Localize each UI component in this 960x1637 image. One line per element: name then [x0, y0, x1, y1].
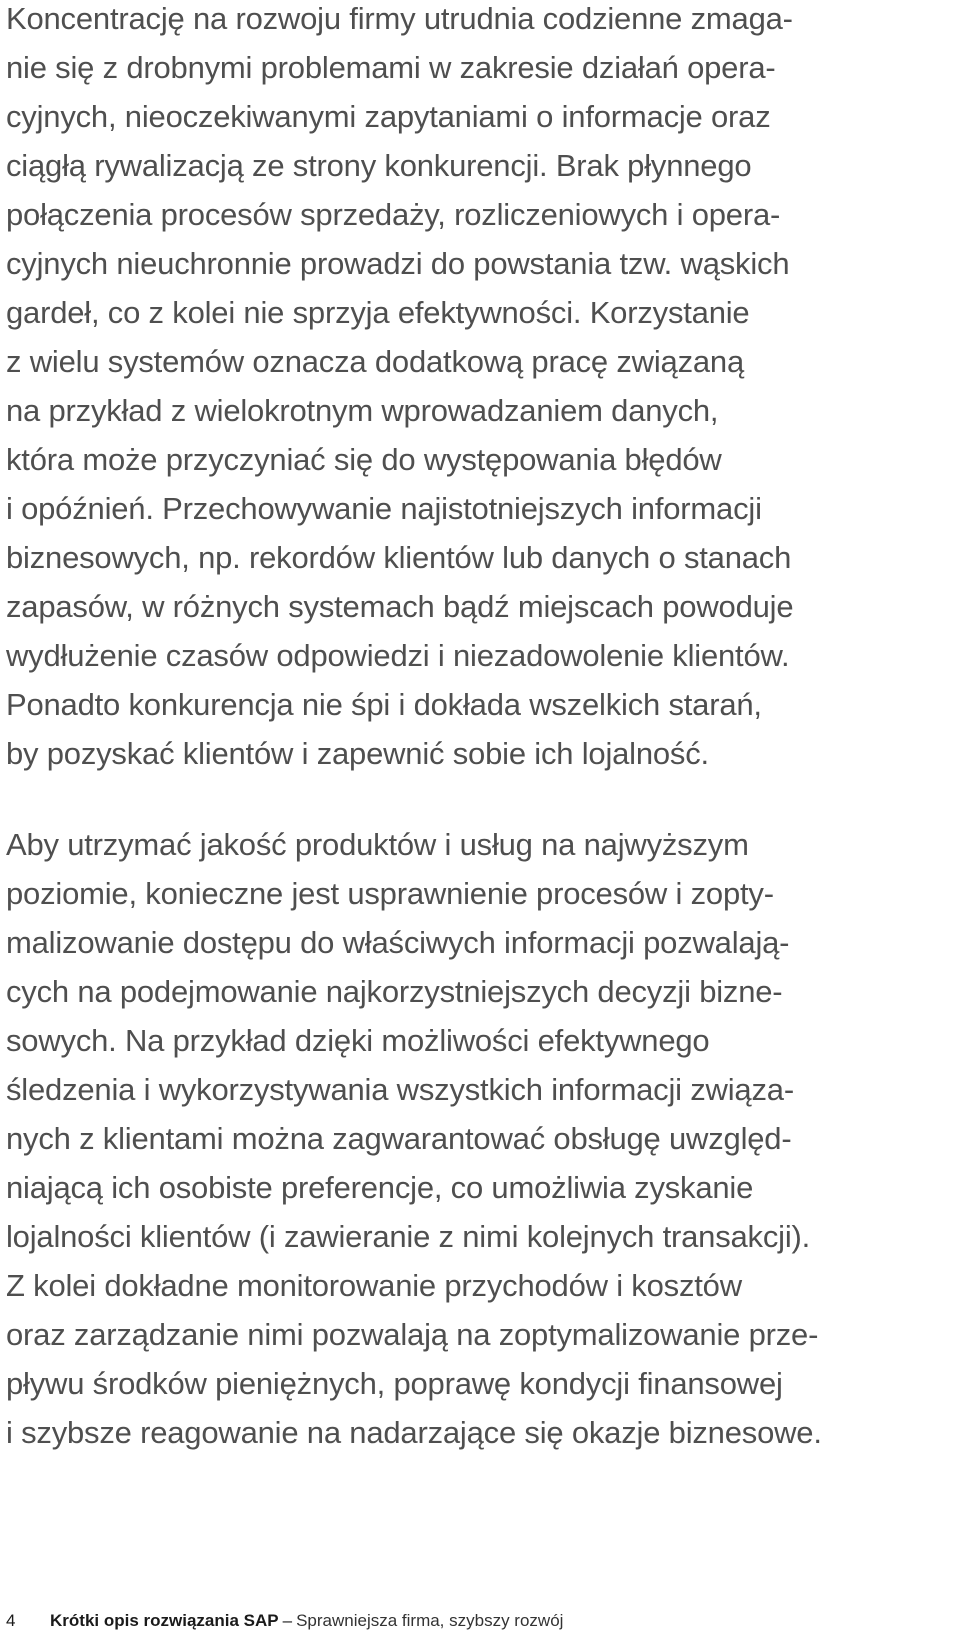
text-line: ciągłą rywalizacją ze strony konkurencji. Brak płynnego	[6, 148, 752, 183]
text-line: cyjnych, nieoczekiwanymi zapytaniami o informacje oraz	[6, 99, 771, 134]
text-line: Koncentrację na rozwoju firmy utrudnia codzienne zmaga-	[6, 1, 793, 36]
text-line: nych z klientami można zagwarantować obsługę uwzględ-	[6, 1121, 792, 1156]
footer-title: Krótki opis rozwiązania SAP	[50, 1611, 279, 1630]
text-line: nie się z drobnymi problemami w zakresie działań opera-	[6, 50, 776, 85]
text-line: wydłużenie czasów odpowiedzi i niezadowolenie klientów.	[6, 638, 790, 673]
text-line: zapasów, w różnych systemach bądź miejscach powoduje	[6, 589, 794, 624]
page-footer	[6, 1610, 563, 1632]
page-number: 4	[6, 1611, 16, 1630]
text-line: która może przyczyniać się do występowania błędów	[6, 442, 722, 477]
text-line: lojalności klientów (i zawieranie z nimi kolejnych transakcji).	[6, 1219, 811, 1254]
text-line: gardeł, co z kolei nie sprzyja efektywności. Korzystanie	[6, 295, 750, 330]
text-line: cych na podejmowanie najkorzystniejszych decyzji bizne-	[6, 974, 783, 1009]
text-line: Ponadto konkurencja nie śpi i dokłada wszelkich starań,	[6, 687, 762, 722]
body-paragraph-2	[6, 820, 956, 1457]
text-line: niającą ich osobiste preferencje, co umożliwia zyskanie	[6, 1170, 754, 1205]
text-line: z wielu systemów oznacza dodatkową pracę związaną	[6, 344, 745, 379]
text-line: i szybsze reagowanie na nadarzające się okazje biznesowe.	[6, 1415, 822, 1450]
text-line: Z kolei dokładne monitorowanie przychodów i kosztów	[6, 1268, 742, 1303]
text-line: poziomie, konieczne jest usprawnienie procesów i zopty-	[6, 876, 774, 911]
text-line: sowych. Na przykład dzięki możliwości efektywnego	[6, 1023, 710, 1058]
text-line: śledzenia i wykorzystywania wszystkich informacji związa-	[6, 1072, 794, 1107]
text-line: i opóźnień. Przechowywanie najistotniejszych informacji	[6, 491, 762, 526]
footer-separator: –	[282, 1611, 293, 1630]
text-line: oraz zarządzanie nimi pozwalają na zoptymalizowanie prze-	[6, 1317, 819, 1352]
body-paragraph-1	[6, 0, 956, 778]
text-line: malizowanie dostępu do właściwych informacji pozwalają-	[6, 925, 790, 960]
text-line: połączenia procesów sprzedaży, rozliczeniowych i opera-	[6, 197, 781, 232]
text-line: biznesowych, np. rekordów klientów lub danych o stanach	[6, 540, 792, 575]
footer-subtitle: Sprawniejsza firma, szybszy rozwój	[296, 1611, 564, 1630]
text-line: cyjnych nieuchronnie prowadzi do powstania tzw. wąskich	[6, 246, 790, 281]
text-line: by pozyskać klientów i zapewnić sobie ich lojalność.	[6, 736, 709, 771]
text-line: pływu środków pieniężnych, poprawę kondycji finansowej	[6, 1366, 783, 1401]
text-line: Aby utrzymać jakość produktów i usług na najwyższym	[6, 827, 749, 862]
text-line: na przykład z wielokrotnym wprowadzaniem danych,	[6, 393, 719, 428]
